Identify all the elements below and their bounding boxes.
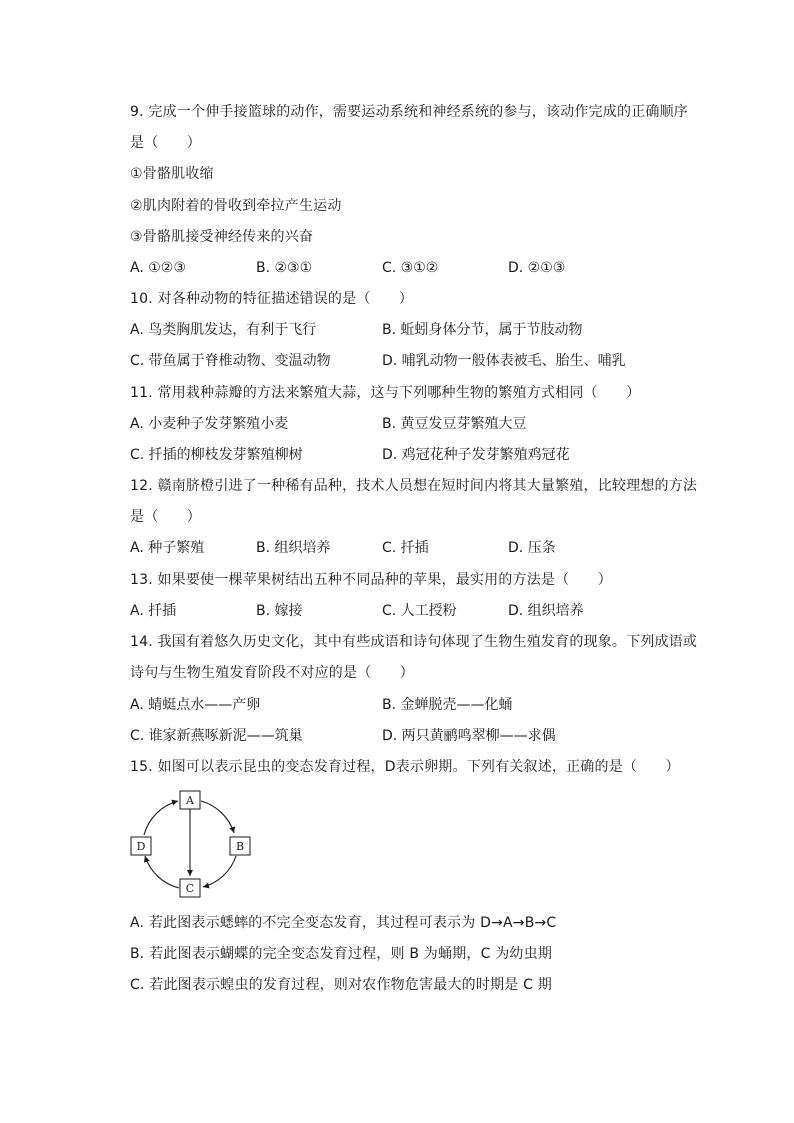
question-9-statement-3: ③骨骼肌接受神经传来的兴奋: [130, 229, 314, 245]
arc-a-to-b: [201, 801, 234, 833]
question-9-options: [130, 258, 750, 278]
question-9-statement-1: ①骨骼肌收缩: [130, 166, 214, 182]
question-12-option-d[interactable]: D. 压条: [508, 540, 556, 556]
question-12-option-b[interactable]: B. 组织培养: [256, 540, 331, 556]
question-10-options-row-1: [130, 320, 750, 340]
box-c-label: C: [185, 882, 195, 895]
question-9-option-d[interactable]: D. ②①③: [508, 260, 566, 276]
question-11-options-row-1: [130, 414, 750, 434]
question-9-stem-line-2: 是（ ）: [130, 135, 201, 151]
question-11-option-c[interactable]: C. 扦插的柳枝发芽繁殖柳树: [130, 447, 303, 463]
question-10-option-b[interactable]: B. 蚯蚓身体分节，属于节肢动物: [382, 322, 583, 338]
insect-development-cycle-diagram: [128, 788, 252, 900]
question-14-option-b[interactable]: B. 金蝉脱壳——化蛹: [382, 697, 513, 713]
question-9-stem-line-1: 9. 完成一个伸手接篮球的动作，需要运动系统和神经系统的参与，该动作完成的正确顺序: [130, 104, 689, 120]
question-9-option-c[interactable]: C. ③①②: [382, 260, 439, 276]
box-b-label: B: [235, 840, 245, 853]
box-a-label: A: [186, 794, 194, 807]
question-14-stem-line-2: 诗句与生物生殖发育阶段不对应的是（ ）: [130, 665, 414, 681]
question-11-options-row-2: [130, 445, 750, 465]
question-10-option-a[interactable]: A. 鸟类胸肌发达，有利于飞行: [130, 322, 317, 338]
question-10-option-c[interactable]: C. 带鱼属于脊椎动物、变温动物: [130, 353, 331, 369]
question-9-statement-2: ②肌肉附着的骨收到牵拉产生运动: [130, 198, 342, 214]
question-13-option-b[interactable]: B. 嫁接: [256, 603, 303, 619]
question-15-option-a[interactable]: A. 若此图表示蟋蟀的不完全变态发育，其过程可表示为 D→A→B→C: [130, 915, 557, 931]
question-12-options: [130, 538, 750, 558]
question-15-stem: 15. 如图可以表示昆虫的变态发育过程，D表示卵期。下列有关叙述，正确的是（ ）: [130, 759, 680, 775]
question-12-stem-line-1: 12. 赣南脐橙引进了一种稀有品种，技术人员想在短时间内将其大量繁殖，比较理想的方法: [130, 478, 698, 494]
question-14-options-row-2: [130, 726, 750, 746]
question-9-option-a[interactable]: A. ①②③: [130, 260, 186, 276]
arc-b-to-c: [203, 856, 236, 887]
question-13-stem: 13. 如果要使一棵苹果树结出五种不同品种的苹果，最实用的方法是（ ）: [130, 572, 612, 588]
arc-c-to-d: [145, 856, 179, 888]
question-11-stem: 11. 常用栽种蒜瓣的方法来繁殖大蒜，这与下列哪种生物的繁殖方式相同（ ）: [130, 385, 641, 401]
question-13-option-c[interactable]: C. 人工授粉: [382, 603, 457, 619]
question-11-option-d[interactable]: D. 鸡冠花种子发芽繁殖鸡冠花: [382, 447, 570, 463]
question-10-stem: 10. 对各种动物的特征描述错误的是（ ）: [130, 291, 414, 307]
question-14-option-a[interactable]: A. 蜻蜓点水——产卵: [130, 697, 261, 713]
question-14-option-d[interactable]: D. 两只黄鹂鸣翠柳——求偶: [382, 728, 556, 744]
question-12-stem-line-2: 是（ ）: [130, 509, 201, 525]
question-14-stem-line-1: 14. 我国有着悠久历史文化，其中有些成语和诗句体现了生物生殖发育的现象。下列成语或: [130, 634, 698, 650]
question-10-options-row-2: [130, 351, 750, 371]
question-13-option-a[interactable]: A. 扦插: [130, 603, 177, 619]
question-12-option-c[interactable]: C. 扦插: [382, 540, 429, 556]
arc-d-to-a: [144, 801, 178, 835]
question-12-option-a[interactable]: A. 种子繁殖: [130, 540, 205, 556]
question-15-option-b[interactable]: B. 若此图表示蝴蝶的完全变态发育过程，则 B 为蛹期，C 为幼虫期: [130, 946, 553, 962]
question-11-option-b[interactable]: B. 黄豆发豆芽繁殖大豆: [382, 416, 527, 432]
question-10-option-d[interactable]: D. 哺乳动物一般体表被毛、胎生、哺乳: [382, 353, 626, 369]
question-15-option-c[interactable]: C. 若此图表示蝗虫的发育过程，则对农作物危害最大的时期是 C 期: [130, 977, 552, 993]
question-9-option-b[interactable]: B. ②③①: [256, 260, 313, 276]
question-14-option-c[interactable]: C. 谁家新燕啄新泥——筑巢: [130, 728, 303, 744]
question-14-options-row-1: [130, 695, 750, 715]
question-11-option-a[interactable]: A. 小麦种子发芽繁殖小麦: [130, 416, 289, 432]
box-d-label: D: [136, 840, 146, 853]
question-13-options: [130, 601, 750, 621]
question-13-option-d[interactable]: D. 组织培养: [508, 603, 584, 619]
